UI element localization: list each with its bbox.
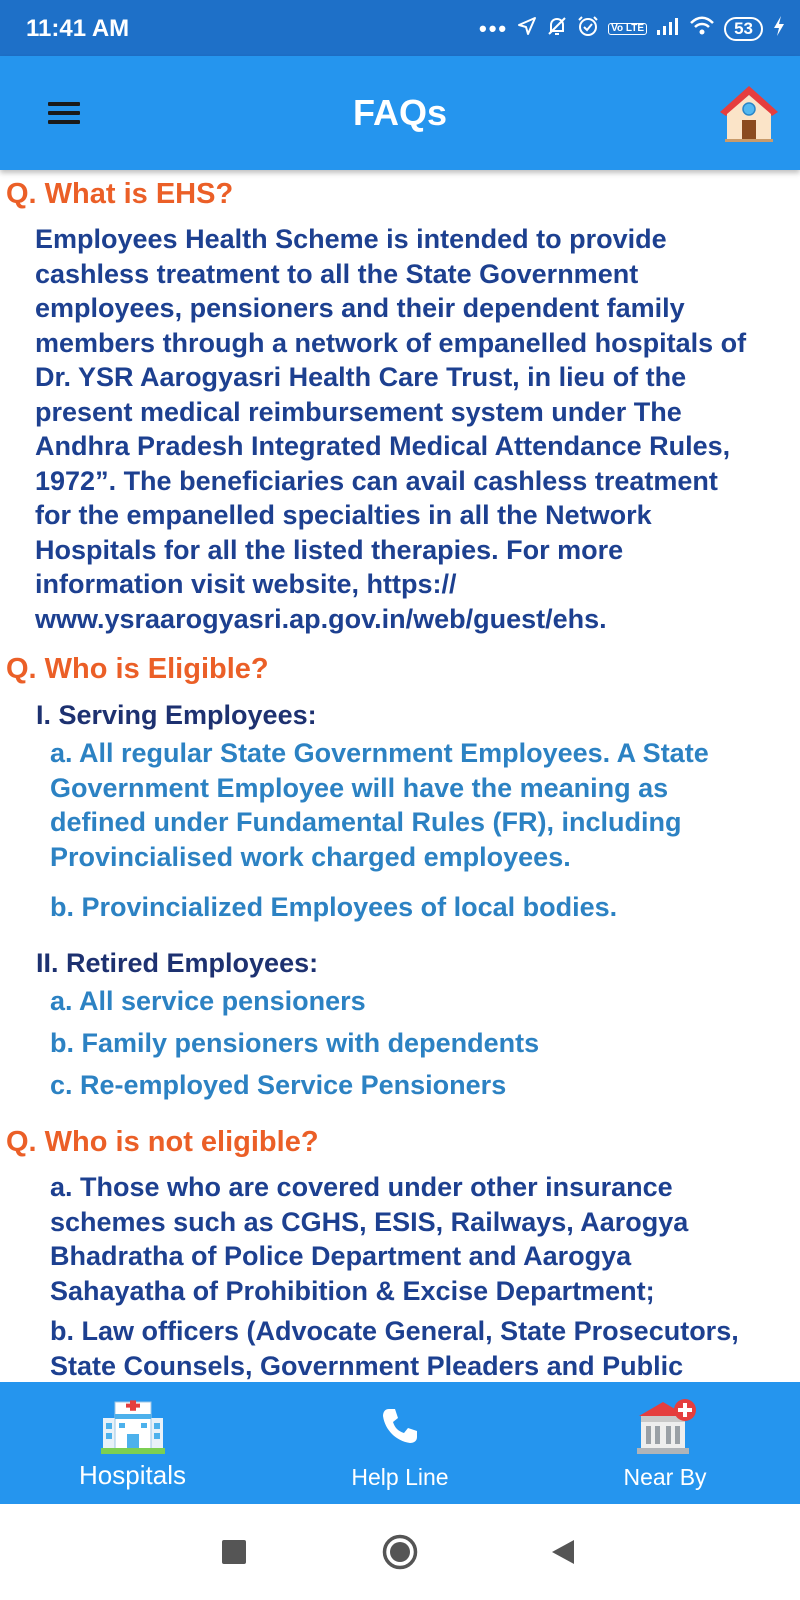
- retired-employees-item-b: b. Family pensioners with dependents: [50, 1028, 540, 1058]
- serving-employees-heading: I. Serving Employees:: [36, 700, 317, 730]
- answer-line: 1972”. The beneficiaries can avail cashless treatment: [35, 465, 718, 496]
- volte-icon: Vo LTE: [608, 23, 647, 35]
- answer-line: members through a network of empanelled hospitals of: [35, 327, 747, 358]
- charging-icon: [772, 15, 786, 43]
- app-bar: [0, 56, 800, 170]
- nav-hospitals-button[interactable]: [40, 1382, 225, 1504]
- not-eligible-item-b: [50, 1314, 739, 1382]
- retired-employees-item-c: c. Re-employed Service Pensioners: [50, 1070, 507, 1100]
- answer-line: Andhra Pradesh Integrated Medical Attendance Rules,: [35, 431, 731, 461]
- page-title: FAQs: [352, 92, 448, 133]
- item-line: Sahayatha of Prohibition & Excise Department;: [50, 1275, 655, 1306]
- not-eligible-item-a: [50, 1170, 688, 1308]
- retired-employees-heading: II. Retired Employees:: [36, 948, 319, 978]
- answer-line: Hospitals for all the listed therapies. For more: [35, 534, 624, 565]
- answer-line: employees, pensioners and their dependent family: [35, 293, 685, 323]
- home-icon: [716, 80, 782, 146]
- answer-line: Dr. YSR Aarogyasri Health Care Trust, in lieu of the: [35, 362, 687, 392]
- item-line: a. Those who are covered under other insurance: [50, 1172, 673, 1202]
- item-line: Provincialised work charged employees.: [50, 841, 571, 872]
- mute-icon: [546, 15, 568, 43]
- item-line: schemes such as CGHS, ESIS, Railways, Aarogya: [50, 1206, 689, 1237]
- faq-content[interactable]: [0, 170, 800, 1382]
- alarm-icon: [577, 15, 599, 43]
- hospital-icon: [101, 1396, 165, 1456]
- nav-helpline-label: Help Line: [351, 1464, 449, 1490]
- item-line: defined under Fundamental Rules (FR), including: [50, 807, 682, 837]
- location-icon: [517, 16, 537, 42]
- answer-line: present medical reimbursement system under The: [35, 396, 682, 427]
- nav-nearby-label: Near By: [623, 1464, 707, 1490]
- wifi-icon: [689, 16, 715, 42]
- battery-indicator: 53: [724, 17, 763, 41]
- back-triangle-icon: [550, 1538, 576, 1566]
- status-time: 11:41 AM: [26, 15, 130, 42]
- nav-nearby-button[interactable]: [585, 1382, 745, 1504]
- faq-question-what-is-ehs: Q. What is EHS?: [6, 178, 234, 210]
- home-system-button[interactable]: [382, 1534, 418, 1570]
- serving-employees-item-a: [50, 736, 709, 874]
- phone-icon: [380, 1406, 420, 1446]
- item-line: Government Employee will have the meaning as: [50, 772, 669, 803]
- nav-helpline-button[interactable]: [320, 1382, 480, 1504]
- retired-employees-item-a: a. All service pensioners: [50, 986, 366, 1016]
- back-button[interactable]: [550, 1538, 576, 1566]
- answer-line: information visit website, https://: [35, 569, 457, 599]
- more-notifications-icon: •••: [479, 16, 509, 41]
- signal-icon: [656, 16, 680, 42]
- bottom-navigation: [0, 1382, 800, 1504]
- item-line: b. Law officers (Advocate General, State Prosecutors,: [50, 1316, 739, 1346]
- home-button[interactable]: [716, 80, 782, 146]
- item-line: a. All regular State Government Employees. A State: [50, 738, 709, 768]
- faq-question-who-is-not-eligible: Q. Who is not eligible?: [6, 1126, 319, 1158]
- answer-line: cashless treatment to all the State Government: [35, 258, 639, 289]
- nav-hospitals-label: Hospitals: [79, 1460, 186, 1490]
- faq-answer-what-is-ehs: [35, 222, 746, 636]
- faq-question-who-is-eligible: Q. Who is Eligible?: [6, 653, 269, 685]
- system-navigation-bar: [0, 1504, 800, 1600]
- status-icons: [479, 14, 786, 44]
- recents-button[interactable]: [222, 1540, 246, 1564]
- serving-employees-item-b: b. Provincialized Employees of local bodies.: [50, 892, 618, 922]
- nearby-hospital-icon: [635, 1396, 697, 1456]
- status-bar: [0, 0, 800, 56]
- answer-line: for the empanelled specialties in all the Network: [35, 500, 652, 530]
- item-line: Bhadratha of Police Department and Aarogya: [50, 1241, 632, 1271]
- circle-home-icon: [382, 1534, 418, 1570]
- item-line: State Counsels, Government Pleaders and Public: [50, 1350, 684, 1381]
- answer-line: www.ysraarogyasri.ap.gov.in/web/guest/ehs.: [35, 603, 607, 634]
- answer-line: Employees Health Scheme is intended to provide: [35, 224, 667, 254]
